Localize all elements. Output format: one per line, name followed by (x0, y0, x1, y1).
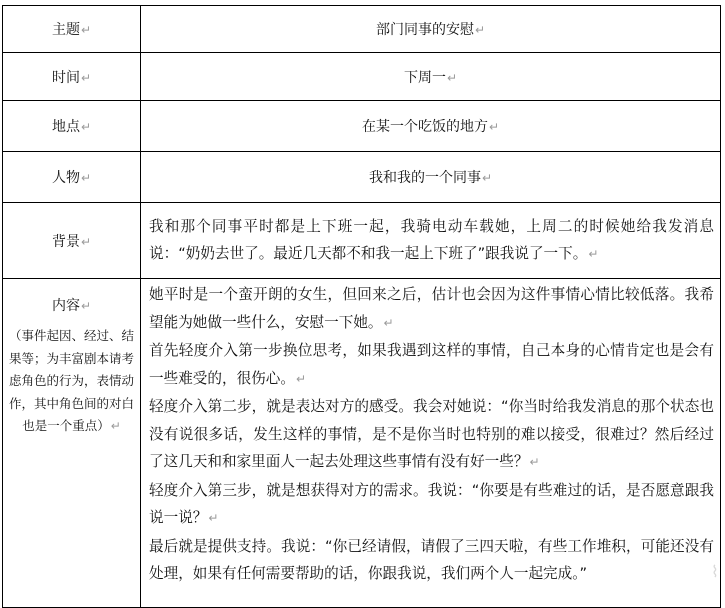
label-cell-topic (3, 6, 141, 53)
label-cell-place (3, 101, 141, 152)
label-content: 内容↵ (51, 298, 92, 314)
paragraph-mark-icon: ↵ (529, 455, 540, 469)
table-row-content (3, 279, 721, 608)
paragraph-mark-icon: ↵ (80, 171, 92, 185)
value-cell-time[interactable] (141, 53, 721, 101)
table-row-background (3, 203, 721, 279)
paragraph-mark-icon: ↵ (208, 511, 219, 525)
content-paragraph: 首先轻度介入第一步换位思考，如果我遇到这样的事情，自己本身的心情肯定也是会有一些难受的，很伤心。↵ (149, 342, 714, 387)
value-time: 下周一 (403, 69, 446, 86)
paragraph-mark-icon: ↵ (80, 234, 92, 249)
label-cell-people (3, 152, 141, 203)
paragraph-mark-icon: ↵ (446, 70, 458, 85)
paragraph-mark-icon: ↵ (110, 419, 121, 433)
value-cell-background[interactable] (141, 203, 721, 279)
paragraph-mark-icon: ↵ (295, 371, 307, 386)
label-cell-background (3, 203, 141, 279)
table-row-people (3, 152, 721, 203)
label-background: 背景 (51, 233, 80, 250)
content-paragraph: 她平时是一个蛮开朗的女生，但回来之后，估计也会因为这件事情心情比较低落。我希望能为她做一些什么，安慰一下她。↵ (149, 286, 714, 331)
script-table (2, 5, 721, 608)
paragraph-mark-icon: ↵ (80, 120, 92, 134)
paragraph-mark-icon: ↵ (481, 171, 493, 185)
paragraph-mark-icon: ↵ (80, 299, 92, 313)
label-place: 地点 (51, 119, 80, 135)
content-note: （事件起因、经过、结果等；为丰富剧本请考虑角色的行为，表情动作，其中角色间的对白也是一个重点）↵ (9, 328, 135, 433)
content-paragraph: 轻度介入第三步，就是想获得对方的需求。我说：“你要是有些难过的话，是否愿意跟我说一说？↵ (149, 481, 714, 526)
table-row-time (3, 53, 721, 101)
value-cell-people[interactable] (141, 152, 721, 203)
content-body (149, 279, 714, 588)
value-place: 在某一个吃饭的地方 (361, 119, 488, 135)
value-people: 我和我的一个同事 (368, 170, 481, 186)
label-topic: 主题 (51, 22, 80, 38)
paragraph-mark-icon: ↵ (474, 23, 486, 37)
paragraph-mark-icon: ↵ (80, 23, 92, 37)
label-cell-time (3, 53, 141, 101)
value-cell-place[interactable] (141, 101, 721, 152)
label-time: 时间 (51, 69, 80, 86)
label-cell-content (3, 279, 141, 608)
paragraph-mark-icon: ↵ (383, 315, 394, 330)
paragraph-mark-icon: ↵ (80, 70, 92, 85)
paragraph-mark-icon: ↵ (488, 120, 500, 134)
label-people: 人物 (51, 170, 80, 186)
paragraph-mark-icon: ↵ (588, 247, 599, 261)
content-paragraph: 最后就是提供支持。我说：“你已经请假，请假了三四天啦，有些工作堆积，可能还没有处理，如果有任何需要帮助的话，你跟我说，我们两个人一起完成。” (149, 537, 714, 582)
table-row-place (3, 101, 721, 152)
watermark-fragment-icon: ⌇ (711, 562, 719, 581)
table-row-topic (3, 6, 721, 53)
value-cell-content[interactable] (141, 279, 721, 608)
value-cell-topic[interactable] (141, 6, 721, 53)
background-text: 我和那个同事平时都是上下班一起，我骑电动车载她，上周二的时候她给我发消息说：“奶奶去世了。最近几天都不和我一起上下班了”跟我说了一下。↵ (149, 217, 714, 262)
content-paragraph: 轻度介入第二步，就是表达对方的感受。我会对她说：“你当时给我发消息的那个状态也没有说很多话，发生这样的事情，是不是你当时也特别的难以接受，很难过？然后经过了这几天和和家里面人一起去处理这些事情有没有好一些？↵ (149, 398, 714, 470)
value-topic: 部门同事的安慰 (375, 22, 474, 38)
